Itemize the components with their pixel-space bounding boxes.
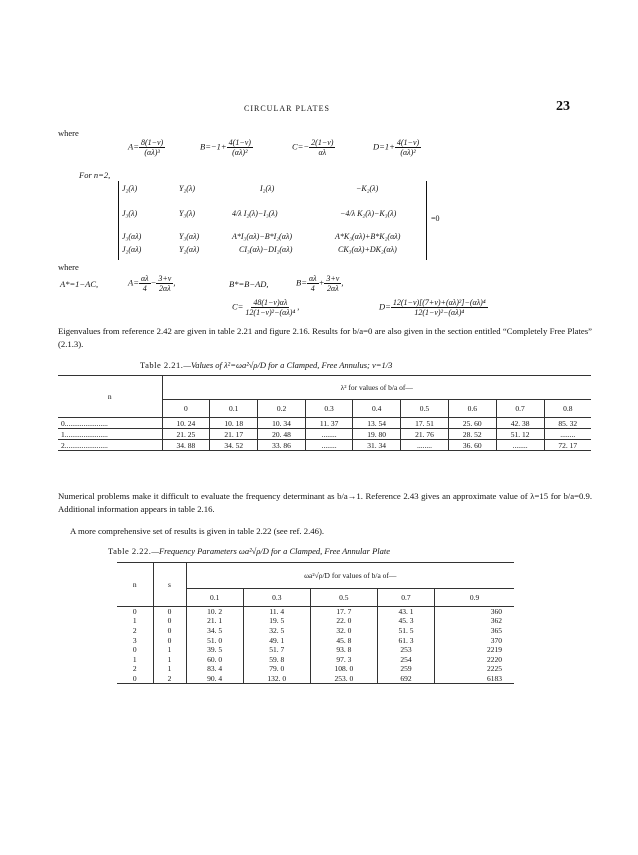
table-2-21-n: 1....................... xyxy=(58,429,162,440)
table-2-22-n-header: n xyxy=(117,563,153,607)
table-2-22-caption: Table 2.22.—Frequency Parameters ωa²√ρ/D for a Clamped, Free Annular Plate xyxy=(108,546,391,556)
table-2-21-col: 0 xyxy=(162,400,210,418)
table-cell: 33. 86 xyxy=(258,440,306,451)
table-2-22-n: 2 xyxy=(117,664,153,674)
table-cell: 253 xyxy=(377,645,434,655)
table-row xyxy=(117,616,514,626)
det-r2c4: −4/λ K₂(λ)−K₃(λ) xyxy=(340,209,397,218)
table-cell: 34. 5 xyxy=(186,626,243,636)
table-2-22-n: 1 xyxy=(117,616,153,626)
table-2-21-col: 0.5 xyxy=(401,400,449,418)
table-cell: 59. 8 xyxy=(243,654,310,664)
table-2-22-n: 2 xyxy=(117,626,153,636)
table-cell: 21. 25 xyxy=(162,429,210,440)
table-2-21-col: 0.4 xyxy=(353,400,401,418)
table-cell: 93. 8 xyxy=(310,645,377,655)
table-cell: 22. 0 xyxy=(310,616,377,626)
table-cell: 90. 4 xyxy=(186,674,243,684)
equation-A-star: A*=1−AC, xyxy=(60,279,99,289)
det-equals-zero: =0 xyxy=(431,214,440,223)
table-cell: 45. 8 xyxy=(310,635,377,645)
table-2-22-col: 0.7 xyxy=(377,589,434,607)
table-2-22-n: 0 xyxy=(117,607,153,617)
table-cell: 61. 3 xyxy=(377,635,434,645)
table-2-21-col: 0.6 xyxy=(448,400,496,418)
equation-A: A= $\frac{8(1-\nu)}{\text{(αλ)³}}$ xyxy=(128,138,164,158)
table-cell: 32. 5 xyxy=(243,626,310,636)
det-r1c1: J₂(λ) xyxy=(122,184,138,193)
table-cell: 85. 32 xyxy=(544,418,591,429)
equation-C-script: C= $\frac{48(1-\nu)\alpha\lambda}{\text{12(1−ν)²−(αλ)⁴}}$ , xyxy=(232,298,300,318)
table-2-22-n: 1 xyxy=(117,654,153,664)
table-cell: 79. 0 xyxy=(243,664,310,674)
table-cell: 39. 5 xyxy=(186,645,243,655)
table-cell: 2225 xyxy=(435,664,514,674)
table-cell: 83. 4 xyxy=(186,664,243,674)
det-r1c4: −K₂(λ) xyxy=(356,184,379,193)
table-cell: 32. 0 xyxy=(310,626,377,636)
table-2-22-s: 1 xyxy=(153,654,186,664)
table-cell: 97. 3 xyxy=(310,654,377,664)
table-2-21-col: 0.3 xyxy=(305,400,352,418)
table-cell: 362 xyxy=(435,616,514,626)
table-2-21-n-header: n xyxy=(58,376,162,418)
table-cell: 72. 17 xyxy=(544,440,591,451)
table-row xyxy=(58,440,591,451)
table-row xyxy=(58,429,591,440)
table-2-22-col: 0.5 xyxy=(310,589,377,607)
table-cell: 11. 4 xyxy=(243,607,310,617)
table-2-21-group-header: λ² for values of b/a of— xyxy=(162,376,591,400)
paragraph-numerical-problems: Numerical problems make it difficult to evaluate the frequency determinant as b/a→1. Reference 2.43 gives an approximate value of λ=15 for b/a=0.9. Additional information appears in table 2.16. xyxy=(58,491,592,514)
table-row xyxy=(117,664,514,674)
table-cell: 43. 1 xyxy=(377,607,434,617)
table-cell: 17. 51 xyxy=(401,418,449,429)
det-r3c3: A*I₃(αλ)−B*I₂(αλ) xyxy=(232,232,293,241)
table-cell: 60. 0 xyxy=(186,654,243,664)
table-cell: 36. 60 xyxy=(448,440,496,451)
equation-D: D=1+ $\frac{4(1-\nu)}{\text{(αλ)²}}$ xyxy=(373,138,420,158)
table-2-22-s-header: s xyxy=(153,563,186,607)
table-row xyxy=(117,607,514,617)
det-r1c3: I₂(λ) xyxy=(260,184,275,193)
paragraph-comprehensive-results: A more comprehensive set of results is given in table 2.22 (see ref. 2.46). xyxy=(70,526,325,536)
table-2-21-col: 0.1 xyxy=(210,400,258,418)
equation-B-star: B*=B−AD, xyxy=(229,279,269,289)
det-r3c4: A*K₃(αλ)+B*K₂(αλ) xyxy=(335,232,401,241)
table-2-22-group-header: ωa²√ρ/D for values of b/a of— xyxy=(186,563,514,589)
table-cell: 19. 5 xyxy=(243,616,310,626)
table-2-21 xyxy=(58,375,591,451)
table-2-22-s: 0 xyxy=(153,616,186,626)
table-2-22-s: 0 xyxy=(153,635,186,645)
table-cell: 20. 48 xyxy=(258,429,306,440)
det-r4c4: CK₃(αλ)+DK₂(αλ) xyxy=(338,245,397,254)
equation-B: B=−1+ $\frac{4(1-\nu)}{\text{(αλ)²}}$ xyxy=(200,138,251,158)
table-2-22-col: 0.9 xyxy=(435,589,514,607)
det-r2c1: J₃(λ) xyxy=(122,209,138,218)
equation-B-script: B= $\frac{\alpha\lambda}{4}$ + $\frac{3+\nu}{2\alpha\lambda}$ , xyxy=(296,274,344,294)
det-r4c2: Y₂(αλ) xyxy=(179,245,200,254)
for-n-2-label: For n=2, xyxy=(79,170,111,180)
table-cell: 13. 54 xyxy=(353,418,401,429)
table-2-22-s: 0 xyxy=(153,626,186,636)
det-r4c1: J₂(αλ) xyxy=(122,245,142,254)
determinant-left-bar xyxy=(118,181,119,260)
table-cell: 360 xyxy=(435,607,514,617)
table-cell: 254 xyxy=(377,654,434,664)
table-2-22-s: 1 xyxy=(153,664,186,674)
det-r2c2: Y₃(λ) xyxy=(179,209,196,218)
table-cell: ........ xyxy=(305,440,352,451)
table-cell: ........ xyxy=(401,440,449,451)
table-cell: 10. 2 xyxy=(186,607,243,617)
table-cell: 51. 12 xyxy=(496,429,544,440)
table-cell: 17. 7 xyxy=(310,607,377,617)
table-row xyxy=(117,635,514,645)
where-label-2: where xyxy=(58,262,79,272)
table-row xyxy=(117,626,514,636)
table-2-21-n: 0....................... xyxy=(58,418,162,429)
table-cell: 21. 76 xyxy=(401,429,449,440)
table-cell: 10. 34 xyxy=(258,418,306,429)
table-2-22-n: 0 xyxy=(117,674,153,684)
table-row xyxy=(117,654,514,664)
table-cell: 10. 24 xyxy=(162,418,210,429)
table-cell: 49. 1 xyxy=(243,635,310,645)
table-cell: 19. 80 xyxy=(353,429,401,440)
table-cell: 31. 34 xyxy=(353,440,401,451)
table-cell: 42. 38 xyxy=(496,418,544,429)
where-label-1: where xyxy=(58,128,79,138)
table-2-22-n: 3 xyxy=(117,635,153,645)
det-r4c3: CI₃(αλ)−DI₂(αλ) xyxy=(239,245,293,254)
table-2-22-s: 1 xyxy=(153,645,186,655)
table-cell: 28. 52 xyxy=(448,429,496,440)
table-cell: 51. 7 xyxy=(243,645,310,655)
table-cell: 253. 0 xyxy=(310,674,377,684)
table-cell: 2220 xyxy=(435,654,514,664)
table-2-22-col: 0.3 xyxy=(243,589,310,607)
table-cell: 51. 0 xyxy=(186,635,243,645)
table-cell: 692 xyxy=(377,674,434,684)
table-2-21-col: 0.7 xyxy=(496,400,544,418)
table-cell: 21. 1 xyxy=(186,616,243,626)
table-cell: 108. 0 xyxy=(310,664,377,674)
table-cell: 10. 18 xyxy=(210,418,258,429)
table-cell: ........ xyxy=(496,440,544,451)
page-number: 23 xyxy=(556,99,570,114)
table-cell: ........ xyxy=(305,429,352,440)
table-row xyxy=(117,674,514,684)
table-cell: 2219 xyxy=(435,645,514,655)
table-cell: 21. 17 xyxy=(210,429,258,440)
table-cell: 259 xyxy=(377,664,434,674)
equation-D-script: D= $\frac{\text{12(1−ν)[(7+ν)+(αλ)²]−(αλ)⁴}}{\text{12(1−ν)²−(αλ)⁴}}$ xyxy=(379,298,486,318)
table-row xyxy=(58,418,591,429)
det-r3c1: J₃(αλ) xyxy=(122,232,142,241)
table-cell: 370 xyxy=(435,635,514,645)
table-2-21-n: 2....................... xyxy=(58,440,162,451)
table-2-22-s: 0 xyxy=(153,607,186,617)
table-cell: 45. 3 xyxy=(377,616,434,626)
det-r1c2: Y₂(λ) xyxy=(179,184,196,193)
table-cell: 365 xyxy=(435,626,514,636)
table-cell: ........ xyxy=(544,429,591,440)
table-2-22-col: 0.1 xyxy=(186,589,243,607)
table-2-21-caption: Table 2.21.—Values of λ²=ωa²√ρ/D for a Clamped, Free Annulus; ν=1/3 xyxy=(140,360,393,370)
table-cell: 11. 37 xyxy=(305,418,352,429)
table-2-21-col: 0.2 xyxy=(258,400,306,418)
table-2-21-col: 0.8 xyxy=(544,400,591,418)
table-2-22-s: 2 xyxy=(153,674,186,684)
paragraph-eigenvalues: Eigenvalues from reference 2.42 are given in table 2.21 and figure 2.16. Results for b/a=0 are also given in the section entitled “Completely Free Plates” (2.1.3). xyxy=(58,326,592,349)
table-cell: 34. 88 xyxy=(162,440,210,451)
determinant-right-bar xyxy=(426,181,427,260)
equation-A-script: A= $\frac{\alpha\lambda}{4}$ − $\frac{3+\nu}{2\alpha\lambda}$ , xyxy=(128,274,176,294)
det-r2c3: 4/λ I₂(λ)−I₃(λ) xyxy=(232,209,278,218)
det-r3c2: Y₃(αλ) xyxy=(179,232,200,241)
table-cell: 132. 0 xyxy=(243,674,310,684)
running-title: CIRCULAR PLATES xyxy=(244,104,330,113)
table-cell: 25. 60 xyxy=(448,418,496,429)
table-cell: 51. 5 xyxy=(377,626,434,636)
table-cell: 6183 xyxy=(435,674,514,684)
table-2-22 xyxy=(117,562,514,684)
table-2-22-n: 0 xyxy=(117,645,153,655)
table-row xyxy=(117,645,514,655)
equation-C: C=− $\frac{2(1-\nu)}{\alpha\lambda}$ xyxy=(292,138,334,158)
table-cell: 34. 52 xyxy=(210,440,258,451)
